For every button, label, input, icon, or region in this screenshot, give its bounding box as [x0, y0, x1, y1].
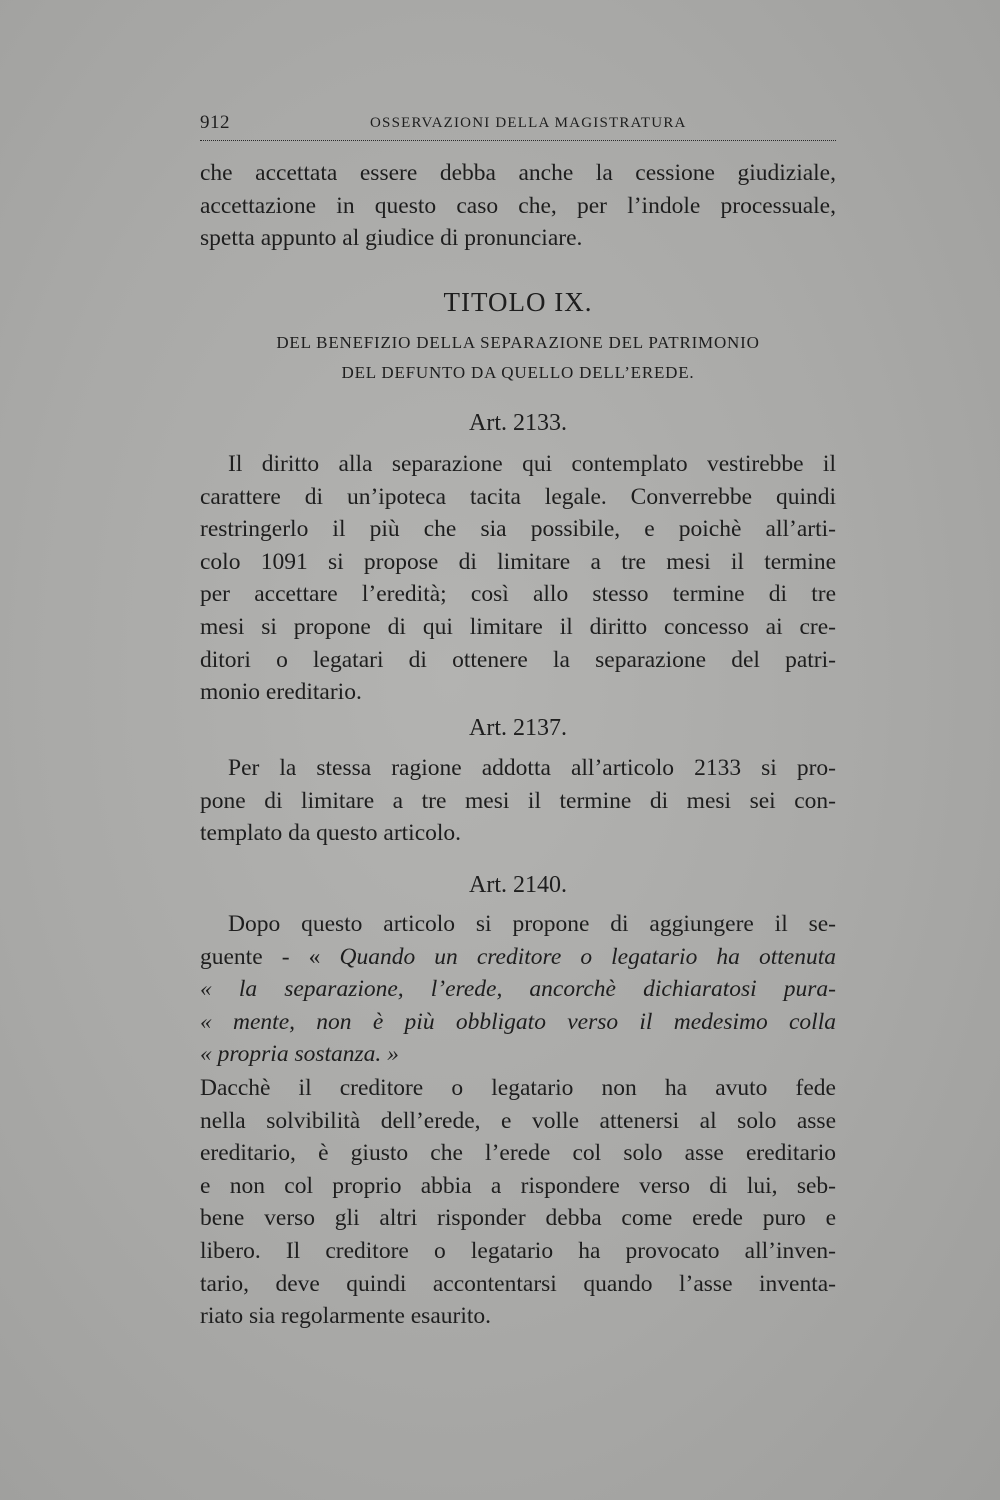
text-line: « mente, non è più obbligato verso il medesimo colla — [200, 1008, 836, 1035]
article-2133-heading: Art. 2133. — [469, 410, 567, 436]
text-line: che accettata essere debba anche la cessione giudiziale, — [200, 160, 836, 186]
text-line: ditori o legatari di ottenere la separazione del patri- — [200, 646, 836, 673]
text-line: pone di limitare a tre mesi il termine di mesi sei con- — [200, 787, 836, 814]
text-line: colo 1091 si propose di limitare a tre mesi il termine — [200, 548, 836, 575]
running-head: OSSERVAZIONI DELLA MAGISTRATURA — [370, 115, 687, 131]
subtitle-line: DEL DEFUNTO DA QUELLO DELL’EREDE. — [341, 363, 695, 382]
text-line: tario, deve quindi accontentarsi quando l’asse inventa- — [200, 1270, 836, 1297]
text-line: templato da questo articolo. — [200, 820, 462, 847]
text-line: Dopo questo articolo si propone di aggiungere il se- — [228, 911, 836, 937]
article-2140-heading: Art. 2140. — [469, 872, 567, 898]
text-line: restringerlo il più che sia possibile, e poichè all’arti- — [200, 516, 836, 543]
text-line: guente - « Quando un creditore o legatario ha ottenuta — [200, 943, 836, 970]
text-line: carattere di un’ipoteca tacita legale. Converrebbe quindi — [200, 483, 836, 510]
text-line: Dacchè il creditore o legatario non ha avuto fede — [200, 1075, 836, 1101]
text-line: nella solvibilità dell’erede, e volle attenersi al solo asse — [200, 1107, 836, 1134]
text-line: ereditario, è giusto che l’erede col solo asse ereditario — [200, 1140, 836, 1167]
text-line: Il diritto alla separazione qui contemplato vestirebbe il — [228, 451, 836, 477]
subtitle-line: DEL BENEFIZIO DELLA SEPARAZIONE DEL PATRIMONIO — [276, 333, 760, 352]
text-line: spetta appunto al giudice di pronunciare. — [200, 225, 583, 252]
text-line: accettazione in questo caso che, per l’indole processuale, — [200, 192, 836, 219]
article-2140-commentary — [200, 1072, 836, 1333]
page-number: 912 — [200, 112, 230, 133]
text-line: « propria sostanza. » — [200, 1041, 399, 1068]
text-line: riato sia regolarmente esaurito. — [200, 1303, 492, 1330]
titolo-subtitle — [200, 328, 836, 388]
article-2137-text — [200, 752, 836, 850]
text-line: e non col proprio abbia a rispondere verso di lui, seb- — [200, 1172, 836, 1199]
page-header — [200, 112, 836, 141]
text-line: monio ereditario. — [200, 679, 362, 706]
article-2140-text — [200, 908, 836, 1071]
titolo-heading: TITOLO IX. — [443, 287, 593, 317]
intro-paragraph — [200, 157, 836, 255]
text-line: « la separazione, l’erede, ancorchè dichiaratosi pura- — [200, 976, 836, 1003]
article-2133-text — [200, 448, 836, 709]
text-line: bene verso gli altri risponder debba come erede puro e — [200, 1205, 836, 1232]
text-line: libero. Il creditore o legatario ha provocato all’inven- — [200, 1237, 836, 1264]
text-line: per accettare l’eredità; così allo stesso termine di tre — [200, 581, 836, 608]
text-line: Per la stessa ragione addotta all’articolo 2133 si pro- — [228, 755, 836, 781]
article-2137-heading: Art. 2137. — [469, 715, 567, 741]
text-line: mesi si propone di qui limitare il diritto concesso ai cre- — [200, 613, 836, 640]
